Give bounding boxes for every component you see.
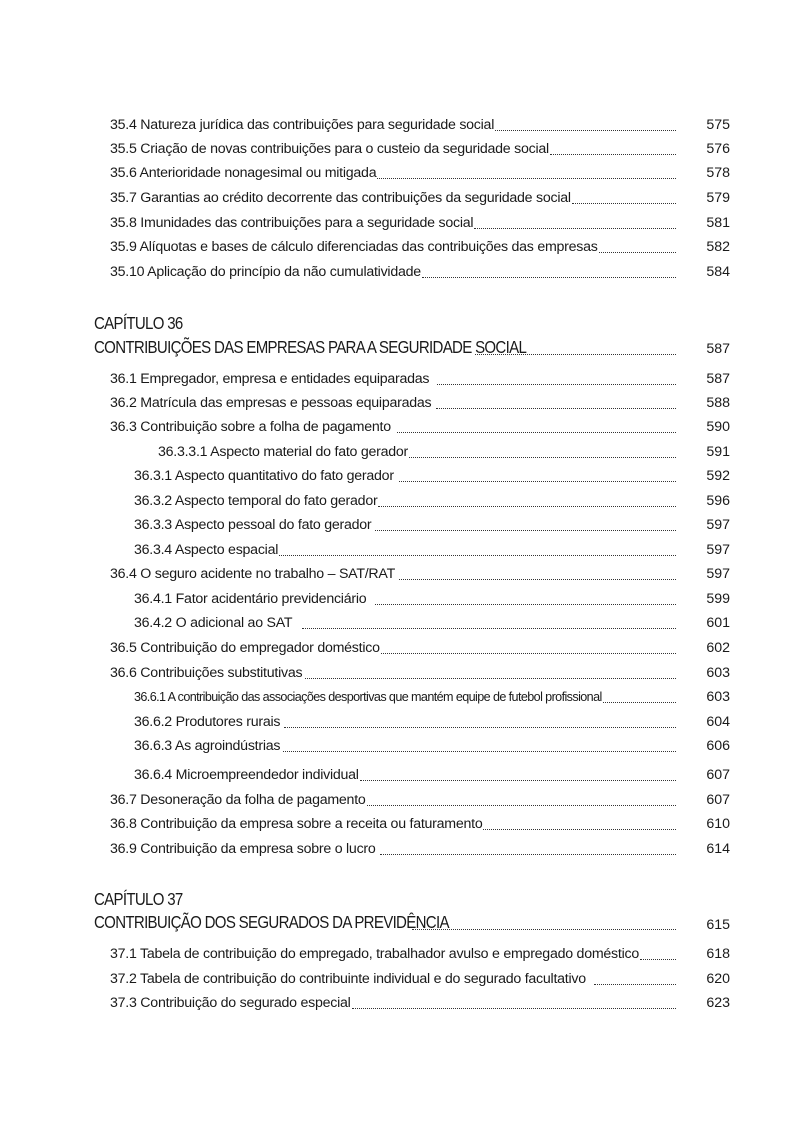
toc-entry-page: 599 bbox=[706, 591, 730, 607]
toc-entry[interactable] bbox=[110, 210, 678, 232]
toc-entry[interactable] bbox=[134, 512, 678, 534]
leader-dots bbox=[284, 727, 676, 728]
toc-entry[interactable] bbox=[110, 941, 678, 963]
leader-dots bbox=[305, 678, 676, 679]
toc-entry[interactable] bbox=[110, 990, 678, 1012]
toc-entry-page: 607 bbox=[706, 767, 730, 783]
leader-dots bbox=[495, 130, 676, 131]
toc-entry-label: 36.3.2 Aspecto temporal do fato gerador bbox=[134, 493, 378, 509]
toc-entry[interactable] bbox=[110, 635, 678, 657]
leader-dots bbox=[302, 628, 676, 629]
leader-dots bbox=[422, 277, 676, 278]
toc-entry-label: 36.6.2 Produtores rurais bbox=[134, 714, 281, 730]
toc-entry[interactable] bbox=[134, 709, 678, 731]
leader-dots bbox=[367, 805, 676, 806]
toc-entry-page: 597 bbox=[706, 517, 730, 533]
chapter-label: CAPÍTULO 36 bbox=[94, 313, 183, 333]
toc-entry-page: 597 bbox=[706, 566, 730, 582]
toc-entry[interactable] bbox=[134, 684, 678, 706]
toc-entry-page: 590 bbox=[706, 419, 730, 435]
chapter-title-wrap bbox=[94, 911, 449, 933]
toc-entry[interactable] bbox=[110, 561, 678, 583]
toc-entry-page: 582 bbox=[706, 239, 730, 255]
toc-entry-label: 37.1 Tabela de contribuição do empregado, trabalhador avulso e empregado doméstico bbox=[110, 946, 639, 962]
leader-dots bbox=[437, 384, 676, 385]
toc-entry-page: 603 bbox=[706, 689, 730, 705]
toc-entry[interactable] bbox=[134, 488, 678, 510]
toc-entry-label: 36.9 Contribuição da empresa sobre o lucro bbox=[110, 841, 376, 857]
toc-entry[interactable] bbox=[110, 390, 678, 412]
chapter-title: CONTRIBUIÇÕES DAS EMPRESAS PARA A SEGURIDADE SOCIAL bbox=[94, 337, 527, 357]
toc-entry[interactable] bbox=[110, 112, 678, 134]
toc-entry-page: 606 bbox=[706, 738, 730, 754]
toc-entry[interactable] bbox=[110, 787, 678, 809]
chapter-page: 587 bbox=[706, 341, 730, 357]
leader-dots bbox=[378, 506, 676, 507]
leader-dots bbox=[409, 457, 676, 458]
toc-entry[interactable] bbox=[110, 966, 678, 988]
chapter-title-row[interactable] bbox=[94, 909, 678, 933]
leader-dots bbox=[375, 530, 676, 531]
toc-entry-page: 614 bbox=[706, 841, 730, 857]
leader-dots bbox=[397, 432, 676, 433]
toc-entry-page: 620 bbox=[706, 971, 730, 987]
toc-entry[interactable] bbox=[110, 160, 678, 182]
toc-entry-page: 610 bbox=[706, 816, 730, 832]
toc-entry-page: 584 bbox=[706, 264, 730, 280]
leader-dots bbox=[412, 929, 676, 930]
toc-entry-page: 592 bbox=[706, 468, 730, 484]
toc-entry-label: 36.5 Contribuição do empregador doméstico bbox=[110, 640, 380, 656]
toc-entry-label: 36.1 Empregador, empresa e entidades equiparadas bbox=[110, 371, 430, 387]
leader-dots bbox=[399, 579, 676, 580]
toc-entry[interactable] bbox=[110, 811, 678, 833]
toc-entry[interactable] bbox=[110, 414, 678, 436]
toc-entry-page: 597 bbox=[706, 542, 730, 558]
leader-dots bbox=[474, 228, 676, 229]
toc-entry-label: 35.10 Aplicação do princípio da não cumulatividade bbox=[110, 264, 421, 280]
toc-entry[interactable] bbox=[110, 259, 678, 281]
toc-entry-page: 596 bbox=[706, 493, 730, 509]
toc-entry-label: 35.7 Garantias ao crédito decorrente das contribuições da seguridade social bbox=[110, 190, 571, 206]
toc-entry-label: 36.6.4 Microempreendedor individual bbox=[134, 767, 359, 783]
toc-entry-page: 575 bbox=[706, 117, 730, 133]
toc-entry-page: 576 bbox=[706, 141, 730, 157]
toc-entry-label: 35.6 Anterioridade nonagesimal ou mitigada bbox=[110, 165, 377, 181]
toc-entry[interactable] bbox=[110, 366, 678, 388]
toc-entry-label: 36.3 Contribuição sobre a folha de pagamento bbox=[110, 419, 391, 435]
toc-entry-label: 36.3.3 Aspecto pessoal do fato gerador bbox=[134, 517, 372, 533]
toc-entry-label: 36.3.4 Aspecto espacial bbox=[134, 542, 279, 558]
toc-entry-label: 36.6 Contribuições substitutivas bbox=[110, 665, 303, 681]
leader-dots bbox=[381, 653, 676, 654]
toc-entry[interactable] bbox=[134, 463, 678, 485]
leader-dots bbox=[436, 408, 676, 409]
leader-dots bbox=[360, 780, 676, 781]
leader-dots bbox=[640, 959, 676, 960]
toc-entry-page: 588 bbox=[706, 395, 730, 411]
toc-entry[interactable] bbox=[110, 185, 678, 207]
toc-entry-page: 578 bbox=[706, 165, 730, 181]
chapter-title: CONTRIBUIÇÃO DOS SEGURADOS DA PREVIDÊNCIA bbox=[94, 912, 449, 932]
toc-entry-page: 607 bbox=[706, 792, 730, 808]
toc-entry-label: 36.4 O seguro acidente no trabalho – SAT/RAT bbox=[110, 566, 396, 582]
toc-entry-page: 604 bbox=[706, 714, 730, 730]
toc-entry-label: 36.3.3.1 Aspecto material do fato gerador bbox=[158, 444, 409, 460]
toc-entry[interactable] bbox=[110, 136, 678, 158]
toc-entry[interactable] bbox=[158, 439, 678, 461]
toc-entry-label: 35.9 Alíquotas e bases de cálculo diferenciadas das contribuições das empresas bbox=[110, 239, 598, 255]
leader-dots bbox=[399, 481, 676, 482]
toc-entry-label: 35.4 Natureza jurídica das contribuições para seguridade social bbox=[110, 117, 495, 133]
toc-entry[interactable] bbox=[134, 733, 678, 755]
toc-entry-page: 618 bbox=[706, 946, 730, 962]
leader-dots bbox=[550, 154, 676, 155]
toc-entry-label: 35.5 Criação de novas contribuições para o custeio da seguridade social bbox=[110, 141, 549, 157]
toc-entry-label: 37.3 Contribuição do segurado especial bbox=[110, 995, 351, 1011]
toc-entry[interactable] bbox=[134, 586, 678, 608]
toc-entry-label: 36.4.2 O adicional ao SAT bbox=[134, 615, 293, 631]
leader-dots bbox=[380, 854, 676, 855]
toc-entry-label: 36.3.1 Aspecto quantitativo do fato gerador bbox=[134, 468, 394, 484]
leader-dots bbox=[283, 751, 676, 752]
toc-entry-label: 36.4.1 Fator acidentário previdenciário bbox=[134, 591, 367, 607]
leader-dots bbox=[375, 604, 676, 605]
toc-entry-page: 579 bbox=[706, 190, 730, 206]
toc-entry-label: 35.8 Imunidades das contribuições para a seguridade social bbox=[110, 215, 474, 231]
toc-entry-page: 603 bbox=[706, 665, 730, 681]
toc-entry-page: 581 bbox=[706, 215, 730, 231]
chapter-page: 615 bbox=[706, 917, 730, 933]
toc-entry-page: 587 bbox=[706, 371, 730, 387]
leader-dots bbox=[377, 178, 676, 179]
toc-entry[interactable] bbox=[110, 234, 678, 256]
toc-entry-label: 36.6.1 A contribuição das associações desportivas que mantém equipe de futebol profissional bbox=[134, 690, 602, 704]
toc-entry-label: 36.2 Matrícula das empresas e pessoas equiparadas bbox=[110, 395, 432, 411]
toc-entry-label: 36.7 Desoneração da folha de pagamento bbox=[110, 792, 366, 808]
toc-entry-page: 591 bbox=[706, 444, 730, 460]
leader-dots bbox=[603, 702, 676, 703]
toc-entry-label: 36.8 Contribuição da empresa sobre a receita ou faturamento bbox=[110, 816, 483, 832]
toc-entry[interactable] bbox=[134, 610, 678, 632]
leader-dots bbox=[599, 252, 676, 253]
chapter-label: CAPÍTULO 37 bbox=[94, 889, 183, 909]
toc-entry-page: 623 bbox=[706, 995, 730, 1011]
toc-entry[interactable] bbox=[134, 762, 678, 784]
toc-entry-page: 601 bbox=[706, 615, 730, 631]
leader-dots bbox=[572, 203, 676, 204]
chapter-title-row[interactable] bbox=[94, 334, 678, 358]
leader-dots bbox=[352, 1008, 676, 1009]
leader-dots bbox=[279, 555, 676, 556]
leader-dots bbox=[594, 984, 676, 985]
toc-entry-label: 37.2 Tabela de contribuição do contribuinte individual e do segurado facultativo bbox=[110, 971, 586, 987]
leader-dots bbox=[483, 829, 676, 830]
toc-entry-label: 36.6.3 As agroindústrias bbox=[134, 738, 281, 754]
toc-entry-page: 602 bbox=[706, 640, 730, 656]
toc-entry[interactable] bbox=[134, 537, 678, 559]
toc-entry[interactable] bbox=[110, 836, 678, 858]
toc-entry[interactable] bbox=[110, 660, 678, 682]
chapter-title-wrap bbox=[94, 336, 527, 358]
